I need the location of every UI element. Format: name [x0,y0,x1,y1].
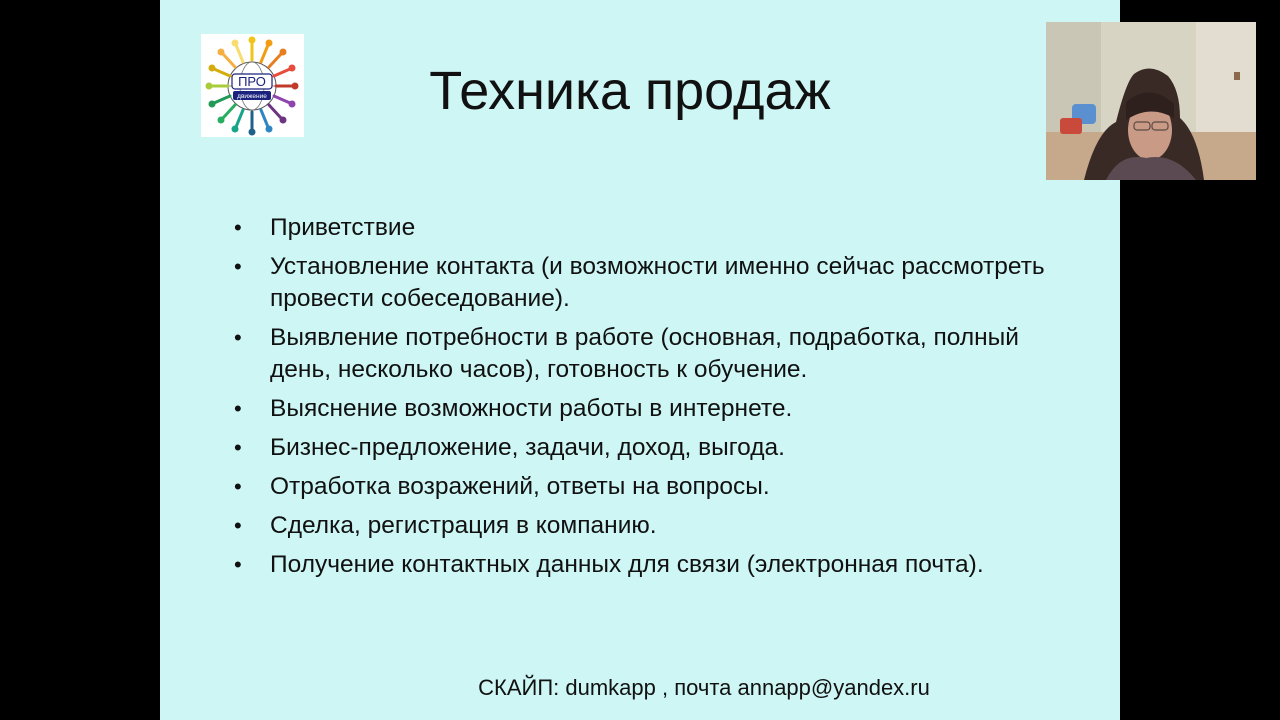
bullet-dot-icon: • [234,513,242,538]
bullet-dot-icon: • [234,435,242,460]
bullet-dot-icon: • [234,254,242,279]
presenter-video-image [1046,22,1256,180]
list-item [234,251,1064,315]
bullet-dot-icon: • [234,474,242,499]
presentation-slide [160,0,1120,720]
list-item-text: Выявление потребности в работе (основная, подработка, полный день, несколько часов), готовность к обучение. [270,324,1019,383]
bullet-dot-icon: • [234,325,242,350]
slide-title [160,60,1100,122]
bullet-dot-icon: • [234,215,242,240]
logo-text-top: ПРО [238,74,266,89]
list-item [234,510,1064,542]
list-item [234,322,1064,386]
list-item-text: Сделка, регистрация в компанию. [270,512,657,539]
list-item-text: Выяснение возможности работы в интернете. [270,395,793,422]
list-item-text: Отработка возражений, ответы на вопросы. [270,473,770,500]
logo-text-bottom: движение [237,93,267,100]
list-item [234,549,1064,581]
contact-footer-text: СКАЙП: dumkapp , почта annapp@yandex.ru [478,675,930,700]
list-item-text: Получение контактных данных для связи (электронная почта). [270,551,984,578]
contact-footer [160,675,1120,701]
bullet-list [234,212,1064,588]
slide-title-text: Техника продаж [429,61,831,121]
list-item-text: Бизнес-предложение, задачи, доход, выгода. [270,434,785,461]
list-item [234,212,1064,244]
bullet-dot-icon: • [234,396,242,421]
list-item-text: Установление контакта (и возможности именно сейчас рассмотреть провести собеседование). [270,253,1045,312]
webcam-video [1046,22,1256,180]
list-item [234,393,1064,425]
list-item-text: Приветствие [270,214,416,241]
bullet-dot-icon: • [234,552,242,577]
list-item [234,471,1064,503]
list-item [234,432,1064,464]
